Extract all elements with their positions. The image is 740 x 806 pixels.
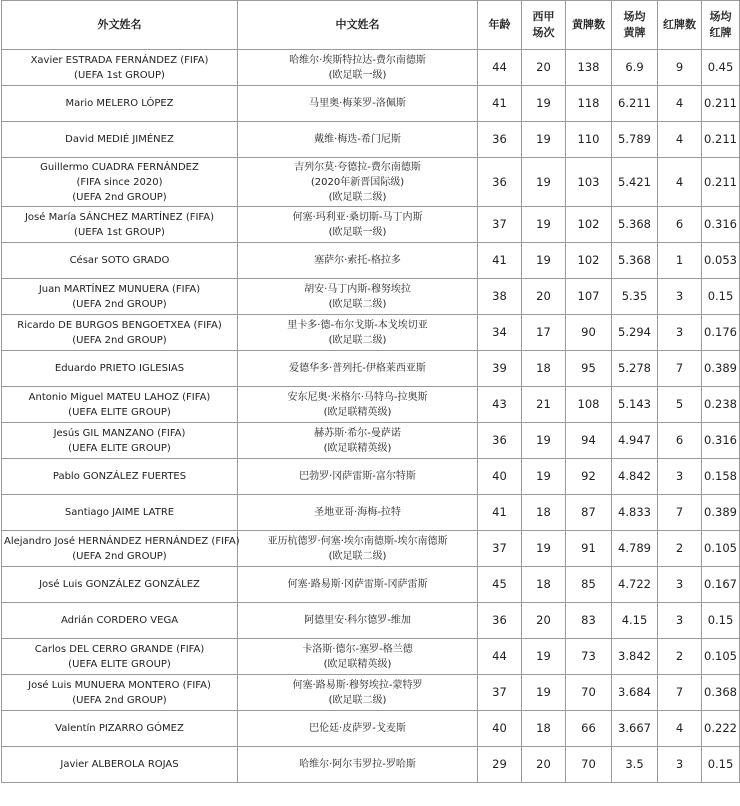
header-avg-red-line2: 红牌 [709, 26, 732, 39]
yellow-cards-cell: 83 [566, 603, 612, 639]
red-cards-cell: 4 [658, 158, 702, 207]
matches-cell: 19 [522, 86, 566, 122]
foreign-name-cell-line: Javier ALBEROLA ROJAS [60, 759, 179, 770]
matches-cell: 19 [522, 675, 566, 711]
chinese-name-cell-line: 安东尼奥·米格尔·马特乌-拉奥斯 [287, 391, 428, 403]
chinese-name-cell-line: (欧足联一级) [328, 226, 387, 238]
matches-cell: 18 [522, 711, 566, 747]
chinese-name-cell-line: (欧足联精英级) [323, 658, 392, 670]
yellow-cards-cell: 66 [566, 711, 612, 747]
referee-stats-table [1, 0, 740, 783]
avg-red-cell: 0.211 [702, 86, 740, 122]
avg-red-cell: 0.368 [702, 675, 740, 711]
age-cell: 43 [478, 387, 522, 423]
avg-red-cell: 0.45 [702, 50, 740, 86]
chinese-name-cell-line: 何塞·路易斯·穆努埃拉-蒙特罗 [292, 679, 423, 691]
header-avg-red [702, 1, 740, 50]
foreign-name-cell [2, 675, 238, 711]
foreign-name-cell-line: (UEFA 1st GROUP) [74, 69, 165, 81]
red-cards-cell: 5 [658, 387, 702, 423]
matches-cell: 19 [522, 207, 566, 243]
avg-red-cell: 0.167 [702, 567, 740, 603]
age-cell: 44 [478, 639, 522, 675]
matches-cell: 19 [522, 243, 566, 279]
matches-cell: 19 [522, 639, 566, 675]
foreign-name-cell-line: Juan MARTÍNEZ MUNUERA (FIFA) [38, 283, 201, 295]
chinese-name-cell-line: 哈维尔·阿尔韦罗拉-罗哈斯 [299, 759, 416, 770]
header-row [2, 1, 740, 50]
foreign-name-cell-line: (UEFA 2nd GROUP) [72, 334, 167, 346]
foreign-name-cell-line: (UEFA 1st GROUP) [74, 226, 165, 238]
chinese-name-cell [238, 207, 478, 243]
age-cell: 38 [478, 279, 522, 315]
matches-cell: 20 [522, 279, 566, 315]
table-row [2, 495, 740, 531]
foreign-name-cell-line: José Luis GONZÁLEZ GONZÁLEZ [39, 579, 200, 590]
chinese-name-cell-line: 戴维·梅迭-希门尼斯 [314, 134, 401, 145]
chinese-name-cell [238, 603, 478, 639]
header-yellow-cards: 黄牌数 [566, 1, 612, 50]
foreign-name-cell [2, 639, 238, 675]
avg-red-cell: 0.053 [702, 243, 740, 279]
avg-yellow-cell: 5.789 [612, 122, 658, 158]
avg-red-cell: 0.316 [702, 423, 740, 459]
chinese-name-cell-line: (欧足联二级) [328, 550, 387, 562]
chinese-name-cell-line: 吉列尔莫·夸德拉-费尔南德斯 [294, 161, 421, 173]
foreign-name-cell-line: (UEFA 2nd GROUP) [72, 694, 167, 706]
red-cards-cell: 1 [658, 243, 702, 279]
header-laliga-matches-line2: 场次 [532, 26, 555, 39]
foreign-name-cell-line: Antonio Miguel MATEU LAHOZ (FIFA) [28, 391, 211, 403]
avg-red-cell: 0.211 [702, 158, 740, 207]
avg-yellow-cell: 5.35 [612, 279, 658, 315]
chinese-name-cell-line: (欧足联二级) [328, 298, 387, 310]
matches-cell: 20 [522, 50, 566, 86]
avg-red-cell: 0.316 [702, 207, 740, 243]
chinese-name-cell [238, 567, 478, 603]
avg-red-cell: 0.15 [702, 603, 740, 639]
foreign-name-cell-line: Alejandro José HERNÁNDEZ HERNÁNDEZ (FIFA) [4, 535, 240, 547]
chinese-name-cell [238, 243, 478, 279]
red-cards-cell: 3 [658, 459, 702, 495]
avg-yellow-cell: 4.947 [612, 423, 658, 459]
chinese-name-cell-line: 马里奥·梅莱罗-洛佩斯 [309, 98, 406, 109]
age-cell: 37 [478, 531, 522, 567]
table-row [2, 207, 740, 243]
foreign-name-cell [2, 495, 238, 531]
matches-cell: 19 [522, 158, 566, 207]
table-row [2, 158, 740, 207]
avg-yellow-cell: 3.684 [612, 675, 658, 711]
yellow-cards-cell: 95 [566, 351, 612, 387]
avg-red-cell: 0.176 [702, 315, 740, 351]
chinese-name-cell [238, 86, 478, 122]
chinese-name-cell [238, 675, 478, 711]
chinese-name-cell [238, 711, 478, 747]
chinese-name-cell [238, 158, 478, 207]
table-row [2, 639, 740, 675]
yellow-cards-cell: 94 [566, 423, 612, 459]
yellow-cards-cell: 87 [566, 495, 612, 531]
avg-red-cell: 0.238 [702, 387, 740, 423]
chinese-name-cell-line: (欧足联一级) [328, 69, 387, 81]
foreign-name-cell [2, 711, 238, 747]
avg-yellow-cell: 5.368 [612, 207, 658, 243]
foreign-name-cell [2, 387, 238, 423]
matches-cell: 19 [522, 531, 566, 567]
red-cards-cell: 7 [658, 351, 702, 387]
foreign-name-cell-line: José Luis MUNUERA MONTERO (FIFA) [28, 679, 211, 691]
red-cards-cell: 4 [658, 122, 702, 158]
table-row [2, 279, 740, 315]
chinese-name-cell-line: (2020年新晋国际级) [310, 176, 405, 188]
red-cards-cell: 4 [658, 711, 702, 747]
avg-red-cell: 0.105 [702, 531, 740, 567]
chinese-name-cell [238, 351, 478, 387]
chinese-name-cell [238, 122, 478, 158]
chinese-name-cell [238, 423, 478, 459]
matches-cell: 18 [522, 567, 566, 603]
table-row [2, 243, 740, 279]
age-cell: 37 [478, 207, 522, 243]
chinese-name-cell [238, 639, 478, 675]
header-red-cards: 红牌数 [658, 1, 702, 50]
avg-red-cell: 0.105 [702, 639, 740, 675]
chinese-name-cell-line: 阿德里安·科尔德罗-维加 [304, 615, 411, 626]
matches-cell: 19 [522, 122, 566, 158]
age-cell: 36 [478, 122, 522, 158]
foreign-name-cell [2, 459, 238, 495]
table-row [2, 351, 740, 387]
foreign-name-cell-line: (UEFA 2nd GROUP) [72, 298, 167, 310]
red-cards-cell: 7 [658, 675, 702, 711]
chinese-name-cell-line: 何塞·玛利亚·桑切斯-马丁内斯 [292, 211, 423, 223]
age-cell: 40 [478, 459, 522, 495]
chinese-name-cell [238, 747, 478, 783]
foreign-name-cell-line: (UEFA 2nd GROUP) [72, 550, 167, 562]
table-row [2, 315, 740, 351]
table-row [2, 711, 740, 747]
foreign-name-cell-line: (UEFA 2nd GROUP) [72, 191, 167, 203]
age-cell: 36 [478, 158, 522, 207]
avg-yellow-cell: 5.294 [612, 315, 658, 351]
foreign-name-cell [2, 279, 238, 315]
foreign-name-cell-line: Eduardo PRIETO IGLESIAS [54, 363, 185, 374]
header-avg-yellow [612, 1, 658, 50]
red-cards-cell: 2 [658, 531, 702, 567]
avg-red-cell: 0.389 [702, 495, 740, 531]
yellow-cards-cell: 103 [566, 158, 612, 207]
avg-yellow-cell: 6.9 [612, 50, 658, 86]
yellow-cards-cell: 102 [566, 243, 612, 279]
avg-yellow-cell: 4.789 [612, 531, 658, 567]
chinese-name-cell-line: 爱德华多·普列托-伊格莱西亚斯 [289, 363, 426, 374]
chinese-name-cell-line: 塞萨尔·索托-格拉多 [314, 255, 401, 266]
header-chinese-name: 中文姓名 [238, 1, 478, 50]
avg-yellow-cell: 3.5 [612, 747, 658, 783]
age-cell: 41 [478, 86, 522, 122]
chinese-name-cell [238, 315, 478, 351]
avg-red-cell: 0.15 [702, 279, 740, 315]
foreign-name-cell [2, 207, 238, 243]
chinese-name-cell-line: 卡洛斯·德尔-塞罗-格兰德 [302, 643, 413, 655]
foreign-name-cell-line: Xavier ESTRADA FERNÁNDEZ (FIFA) [30, 54, 209, 66]
avg-yellow-cell: 6.211 [612, 86, 658, 122]
foreign-name-cell [2, 423, 238, 459]
avg-red-cell: 0.211 [702, 122, 740, 158]
red-cards-cell: 3 [658, 747, 702, 783]
table-row [2, 50, 740, 86]
age-cell: 41 [478, 243, 522, 279]
yellow-cards-cell: 107 [566, 279, 612, 315]
matches-cell: 17 [522, 315, 566, 351]
matches-cell: 18 [522, 495, 566, 531]
avg-red-cell: 0.15 [702, 747, 740, 783]
foreign-name-cell-line: (UEFA ELITE GROUP) [68, 658, 171, 670]
red-cards-cell: 6 [658, 423, 702, 459]
red-cards-cell: 9 [658, 50, 702, 86]
chinese-name-cell-line: (欧足联二级) [328, 191, 387, 203]
age-cell: 44 [478, 50, 522, 86]
yellow-cards-cell: 108 [566, 387, 612, 423]
foreign-name-cell-line: Santiago JAIME LATRE [64, 507, 175, 518]
red-cards-cell: 7 [658, 495, 702, 531]
foreign-name-cell [2, 50, 238, 86]
avg-yellow-cell: 3.842 [612, 639, 658, 675]
table-row [2, 747, 740, 783]
yellow-cards-cell: 70 [566, 675, 612, 711]
age-cell: 36 [478, 423, 522, 459]
header-avg-red-line1: 场均 [709, 10, 732, 23]
chinese-name-cell-line: 亚历杭德罗·何塞·埃尔南德斯-埃尔南德斯 [267, 535, 448, 547]
chinese-name-cell [238, 387, 478, 423]
avg-red-cell: 0.158 [702, 459, 740, 495]
yellow-cards-cell: 118 [566, 86, 612, 122]
yellow-cards-cell: 90 [566, 315, 612, 351]
foreign-name-cell [2, 243, 238, 279]
avg-yellow-cell: 4.15 [612, 603, 658, 639]
foreign-name-cell-line: Jesús GIL MANZANO (FIFA) [53, 427, 186, 439]
matches-cell: 20 [522, 603, 566, 639]
red-cards-cell: 3 [658, 603, 702, 639]
yellow-cards-cell: 92 [566, 459, 612, 495]
table-row [2, 387, 740, 423]
avg-yellow-cell: 5.143 [612, 387, 658, 423]
red-cards-cell: 3 [658, 315, 702, 351]
foreign-name-cell-line: José María SÁNCHEZ MARTÍNEZ (FIFA) [24, 211, 215, 223]
red-cards-cell: 2 [658, 639, 702, 675]
avg-yellow-cell: 5.278 [612, 351, 658, 387]
foreign-name-cell-line: (UEFA ELITE GROUP) [68, 442, 171, 454]
chinese-name-cell-line: (欧足联二级) [328, 694, 387, 706]
chinese-name-cell-line: (欧足联精英级) [323, 406, 392, 418]
chinese-name-cell [238, 459, 478, 495]
foreign-name-cell-line: César SOTO GRADO [69, 255, 170, 266]
foreign-name-cell [2, 86, 238, 122]
foreign-name-cell [2, 567, 238, 603]
foreign-name-cell-line: Ricardo DE BURGOS BENGOETXEA (FIFA) [17, 319, 222, 331]
table-row [2, 675, 740, 711]
header-laliga-matches [522, 1, 566, 50]
age-cell: 39 [478, 351, 522, 387]
foreign-name-cell-line: David MEDIÉ JIMÉNEZ [65, 134, 174, 145]
header-age: 年龄 [478, 1, 522, 50]
avg-yellow-cell: 4.833 [612, 495, 658, 531]
avg-red-cell: 0.389 [702, 351, 740, 387]
avg-yellow-cell: 5.421 [612, 158, 658, 207]
matches-cell: 18 [522, 351, 566, 387]
matches-cell: 19 [522, 459, 566, 495]
age-cell: 40 [478, 711, 522, 747]
age-cell: 36 [478, 603, 522, 639]
avg-yellow-cell: 3.667 [612, 711, 658, 747]
yellow-cards-cell: 70 [566, 747, 612, 783]
matches-cell: 20 [522, 747, 566, 783]
chinese-name-cell [238, 279, 478, 315]
chinese-name-cell [238, 531, 478, 567]
yellow-cards-cell: 85 [566, 567, 612, 603]
age-cell: 29 [478, 747, 522, 783]
foreign-name-cell [2, 351, 238, 387]
red-cards-cell: 6 [658, 207, 702, 243]
header-avg-yellow-line1: 场均 [623, 10, 646, 23]
foreign-name-cell [2, 747, 238, 783]
foreign-name-cell-line: (FIFA since 2020) [76, 176, 163, 188]
age-cell: 41 [478, 495, 522, 531]
matches-cell: 19 [522, 423, 566, 459]
table-row [2, 86, 740, 122]
table-row [2, 531, 740, 567]
matches-cell: 21 [522, 387, 566, 423]
foreign-name-cell-line: Mario MELERO LÓPEZ [65, 98, 174, 109]
age-cell: 37 [478, 675, 522, 711]
table-row [2, 459, 740, 495]
foreign-name-cell-line: (UEFA ELITE GROUP) [68, 406, 171, 418]
foreign-name-cell-line: Adrián CORDERO VEGA [60, 615, 179, 626]
foreign-name-cell-line: Guillermo CUADRA FERNÁNDEZ [40, 161, 199, 173]
foreign-name-cell [2, 122, 238, 158]
foreign-name-cell-line: Pablo GONZÁLEZ FUERTES [52, 471, 187, 482]
table-body [2, 50, 740, 783]
chinese-name-cell-line: 哈维尔·埃斯特拉达-费尔南德斯 [289, 54, 426, 66]
foreign-name-cell-line: Carlos DEL CERRO GRANDE (FIFA) [34, 643, 205, 655]
red-cards-cell: 3 [658, 279, 702, 315]
foreign-name-cell [2, 603, 238, 639]
yellow-cards-cell: 73 [566, 639, 612, 675]
table-row [2, 423, 740, 459]
yellow-cards-cell: 91 [566, 531, 612, 567]
foreign-name-cell [2, 531, 238, 567]
foreign-name-cell [2, 315, 238, 351]
header-laliga-matches-line1: 西甲 [532, 10, 555, 23]
chinese-name-cell-line: (欧足联二级) [328, 334, 387, 346]
avg-yellow-cell: 4.722 [612, 567, 658, 603]
chinese-name-cell-line: 胡安·马丁内斯-穆努埃拉 [304, 283, 411, 295]
chinese-name-cell-line: (欧足联精英级) [323, 442, 392, 454]
age-cell: 45 [478, 567, 522, 603]
table-row [2, 567, 740, 603]
yellow-cards-cell: 110 [566, 122, 612, 158]
chinese-name-cell [238, 495, 478, 531]
chinese-name-cell-line: 赫苏斯·希尔-曼萨诺 [314, 427, 401, 439]
age-cell: 34 [478, 315, 522, 351]
red-cards-cell: 4 [658, 86, 702, 122]
yellow-cards-cell: 138 [566, 50, 612, 86]
yellow-cards-cell: 102 [566, 207, 612, 243]
chinese-name-cell-line: 圣地亚哥·海梅-拉特 [314, 507, 401, 518]
chinese-name-cell [238, 50, 478, 86]
table-row [2, 603, 740, 639]
chinese-name-cell-line: 何塞·路易斯·冈萨雷斯-冈萨雷斯 [287, 579, 428, 590]
foreign-name-cell [2, 158, 238, 207]
foreign-name-cell-line: Valentín PIZARRO GÓMEZ [55, 723, 184, 734]
table-row [2, 122, 740, 158]
chinese-name-cell-line: 巴勃罗·冈萨雷斯-富尔特斯 [299, 471, 416, 482]
header-avg-yellow-line2: 黄牌 [623, 26, 646, 39]
red-cards-cell: 3 [658, 567, 702, 603]
header-foreign-name: 外文姓名 [2, 1, 238, 50]
avg-red-cell: 0.222 [702, 711, 740, 747]
avg-yellow-cell: 5.368 [612, 243, 658, 279]
chinese-name-cell-line: 里卡多·德-布尔戈斯-本戈埃切亚 [287, 319, 428, 331]
avg-yellow-cell: 4.842 [612, 459, 658, 495]
chinese-name-cell-line: 巴伦廷·皮萨罗-戈麦斯 [309, 723, 406, 734]
